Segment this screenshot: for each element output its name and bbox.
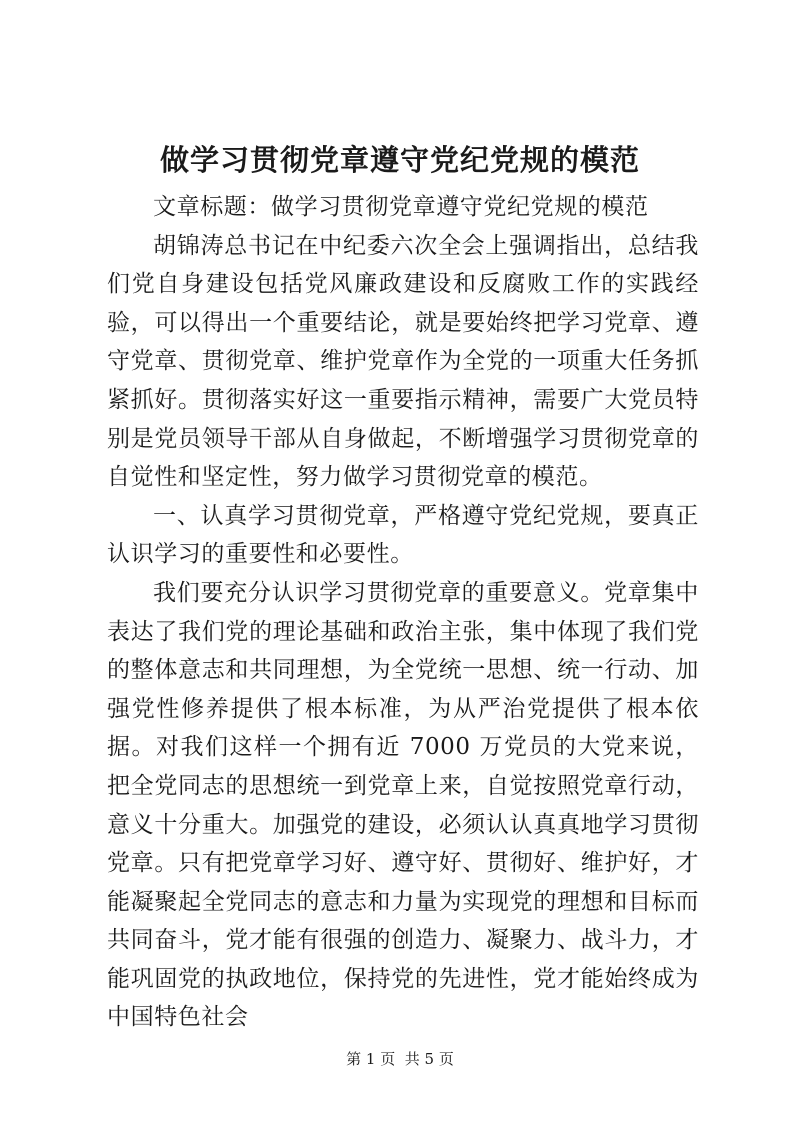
document-title: 做学习贯彻党章遵守党纪党规的模范 — [159, 143, 640, 177]
body-paragraph-1: 胡锦涛总书记在中纪委六次全会上强调指出，总结我们党自身建设包括党风廉政建设和反腐败工作的实践经验，可以得出一个重要结论，就是要始终把学习党章、遵守党章、贯彻党章、维护党章作为全党的一项重大任务抓紧抓好。贯彻落实好这一重要指示精神，需要广大党员特别是党员领导干部从自身做起，不断增强学习贯彻党章的自觉性和坚定性，努力做学习贯彻党章的模范。 — [107, 232, 699, 491]
section-heading-1: 一、认真学习贯彻党章，严格遵守党纪党规，要真正认识学习的重要性和必要性。 — [107, 502, 699, 568]
body-paragraph-2: 我们要充分认识学习贯彻党章的重要意义。党章集中表达了我们党的理论基础和政治主张，集中体现了我们党的整体意志和共同理想，为全党统一思想、统一行动、加强党性修养提供了根本标准，为从严治党提供了根本依据。对我们这样一个拥有近 7000 万党员的大党来说，把全党同志的思想统一到党章上来，自觉按照党章行动，意义十分重大。加强党的建设，必须认认真真地学习贯彻党章。只有把党章学习好、遵守好、贯彻好、维护好，才能凝聚起全党同志的意志和力量为实现党的理想和目标而共同奋斗，党才能有很强的创造力、凝聚力、战斗力，才能巩固党的执政地位，保持党的先进性，党才能始终成为中国特色社会 — [107, 579, 699, 1031]
page-number: 第 1 页 共 5 页 — [346, 1050, 454, 1068]
article-title-line: 文章标题：做学习贯彻党章遵守党纪党规的模范 — [153, 194, 649, 220]
document-body — [107, 188, 699, 1037]
page-footer — [0, 1049, 800, 1069]
